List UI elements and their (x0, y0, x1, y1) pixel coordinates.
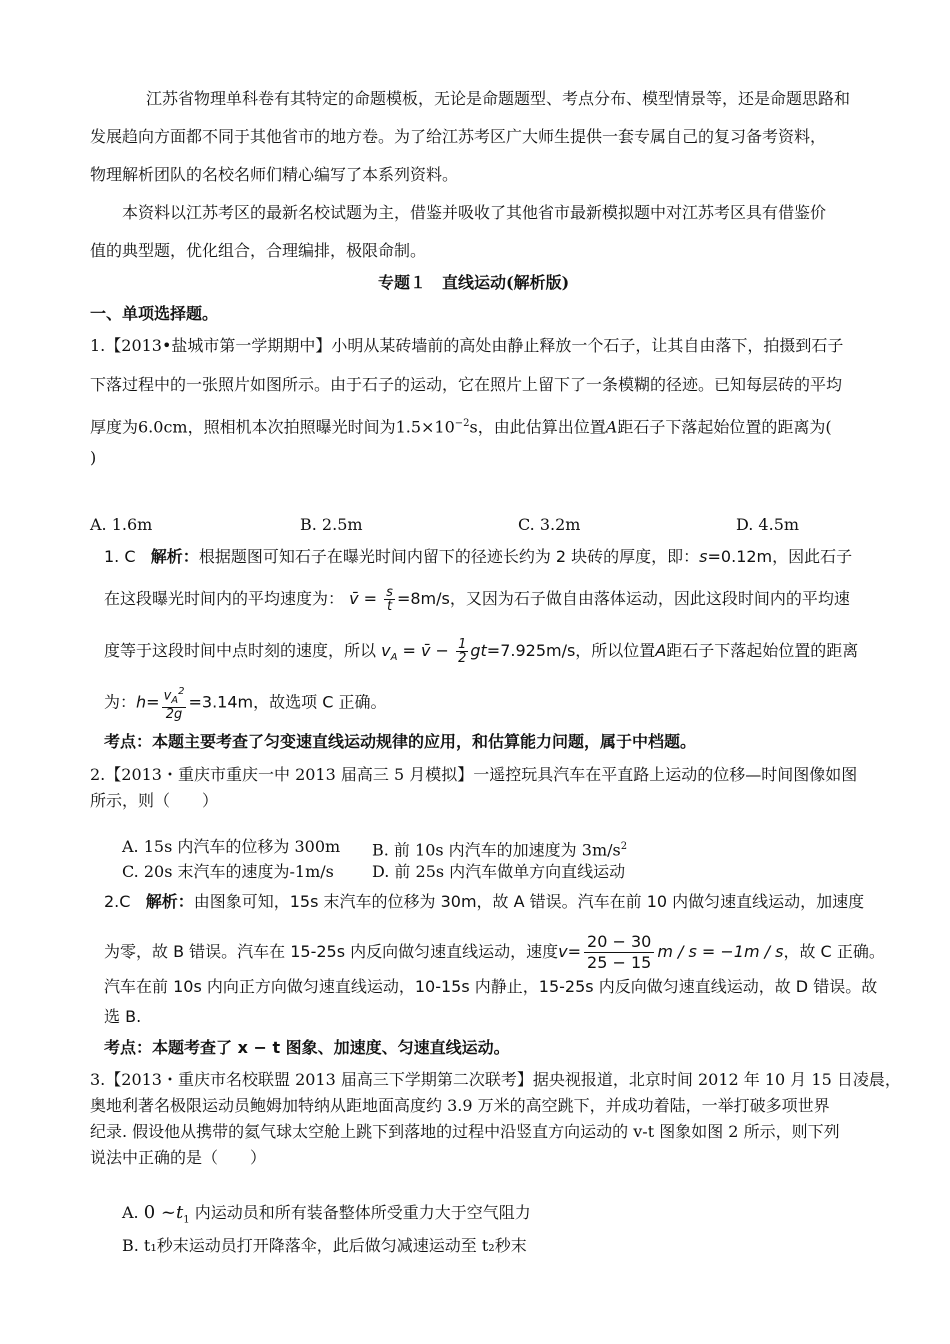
q2-answer-text: 为零，故 B 错误。汽车在 15-25s 内反向做匀速直线运动，速度 (104, 942, 559, 961)
q2-answer-text: ，故 C 正确。 (783, 942, 885, 961)
q1-kaodian (104, 731, 696, 753)
q2-kaodian (104, 1037, 510, 1059)
q2-formula-v: v (558, 942, 568, 961)
q3-option-a-math: 0 $\sim t_1$ (143, 1202, 190, 1226)
section-title: 一、单项选择题。 (90, 304, 219, 323)
q1-answer-text: 根据题图可知石子在曝光时间内留下的径迹长约为 2 块砖的厚度，即： (198, 547, 700, 566)
topic-title: 专题１ 直线运动(解析版) (378, 273, 570, 292)
q2-kaodian-label: 考点： (104, 1038, 153, 1057)
intro-line: 发展趋向方面都不同于其他省市的地方卷。为了给江苏考区广大师生提供一套专属自己的复习备考资料， (90, 127, 827, 146)
q1-stem-part: 厚度为6.0cm，照相机本次拍照曝光时间为1.5×10 (90, 417, 455, 437)
q3-option-a (122, 1202, 531, 1232)
intro-line: 物理解析团队的名校名师们精心编写了本系列资料。 (90, 165, 459, 184)
q1-point-a: A (655, 641, 667, 660)
q1-stem: 下落过程中的一张照片如图所示。由于石子的运动，它在照片上留下了一条模糊的径迹。已知每层砖的平均 (90, 375, 843, 394)
q1-stem: ) (90, 448, 97, 467)
q1-answer-text: =7.925m/s，所以位置 (486, 641, 656, 660)
q1-option-c: C. 3.2m (518, 515, 581, 534)
q2-option-b-exp: 2 (620, 841, 628, 852)
q2-answer: 为零，故 B 错误。汽车在 15-25s 内反向做匀速直线运动，速度v= $\frac{20 - 30}{25 - 15}$ m / s = −1m / s，故 C 正确。 (104, 932, 885, 972)
q1-formula-vbar: v̄ (349, 589, 359, 608)
q1-answer-text: 距石子下落起始位置的距离 (666, 641, 859, 660)
q2-formula-fraction (584, 932, 654, 973)
q2-stem: 2.【2013・重庆市重庆一中 2013 届高三 5 月模拟】一遥控玩具汽车在平直路上运动的位移—时间图像如图 (90, 765, 858, 784)
q1-answer-text: =8m/s，又因为石子做自由落体运动，因此这段时间内的平均速 (396, 589, 850, 608)
q1-formula-half: $\frac{1}{2}$ (458, 637, 467, 666)
intro-line: 江苏省物理单科卷有其特定的命题模板，无论是命题题型、考点分布、模型情景等，还是命题思路和 (146, 89, 851, 108)
intro-line: 值的典型题，优化组合，合理编排，极限命制。 (90, 241, 427, 260)
q1-stem (90, 413, 832, 438)
q1-answer-key: 1. C (104, 547, 136, 566)
q1-option-b: B. 2.5m (300, 515, 363, 534)
q2-fraction-numerator: 20 − 30 (584, 932, 654, 953)
q1-option-a: A. 1.6m (90, 515, 153, 534)
q2-answer: 选 B. (104, 1007, 142, 1026)
q1-answer-var: s (699, 547, 708, 566)
q1-option-d: D. 4.5m (736, 515, 800, 534)
q3-option-b: B. t₁秒末运动员打开降落伞，此后做匀减速运动至 t₂秒末 (122, 1236, 527, 1255)
q2-fraction-denominator: 25 − 15 (587, 953, 652, 972)
q2-answer-key: 2.C (104, 892, 131, 911)
q1-stem-part: s，由此估算出位置 (469, 417, 606, 437)
q1-point-a: A (605, 417, 618, 437)
q1-formula-va: $v_A$ = v̄ − (381, 641, 449, 664)
q1-answer-text: =0.12m，因此石子 (707, 547, 853, 566)
q1-answer-text: =3.14m，故选项 C 正确。 (188, 692, 387, 712)
q1-answer-text: 为： (104, 692, 137, 712)
q2-answer-label: 解析： (145, 892, 194, 911)
q3-option-a-label: A. (122, 1203, 139, 1222)
intro-line: 本资料以江苏考区的最新名校试题为主，借鉴并吸收了其他省市最新模拟题中对江苏考区具有借鉴价 (122, 203, 827, 222)
q1-stem-part: 距石子下落起始位置的距离为( (617, 417, 832, 437)
q1-answer (104, 638, 858, 669)
q1-exponent: −2 (454, 418, 470, 429)
q2-option-b-text: B. 前 10s 内汽车的加速度为 3m/s (372, 840, 621, 860)
q2-formula-unit: m / s = −1m / s (657, 942, 784, 961)
q3-option-a-text: 内运动员和所有装备整体所受重力大于空气阻力 (194, 1203, 531, 1222)
q2-option-c: C. 20s 末汽车的速度为-1m/s (122, 862, 334, 881)
q2-option-b (372, 836, 627, 861)
q1-stem: 1.【2013•盐城市第一学期期中】小明从某砖墙前的高处由静止释放一个石子，让其自由落下，拍摄到石子 (90, 336, 844, 355)
q1-answer-text: 在这段曝光时间内的平均速度为： (104, 589, 345, 608)
q2-stem: 所示，则（ ） (90, 791, 219, 810)
q1-formula-fraction: $\frac{v_A^2}{2g}$ (163, 686, 185, 722)
q1-kaodian-text: 本题主要考查了匀变速直线运动规律的应用，和估算能力问题，属于中档题。 (152, 732, 697, 751)
q3-stem: 纪录. 假设他从携带的氦气球太空舱上跳下到落地的过程中沿竖直方向运动的 v-t 图象如图 2 所示，则下列 (90, 1122, 840, 1141)
q1-kaodian-label: 考点： (104, 732, 153, 751)
q2-kaodian-text: 本题考查了 x − t 图象、加速度、匀速直线运动。 (152, 1038, 510, 1057)
q1-formula-h: h= (136, 692, 160, 712)
q2-option-d: D. 前 25s 内汽车做单方向直线运动 (372, 862, 626, 881)
q1-formula-gt: gt (470, 641, 487, 660)
q1-answer (104, 546, 852, 568)
q3-stem: 奥地利著名极限运动员鲍姆加特纳从距地面高度约 3.9 万米的高空跳下，并成功着陆，一举打破多项世界 (90, 1096, 830, 1115)
q2-answer-text: 由图象可知，15s 末汽车的位移为 30m，故 A 错误。汽车在前 10 内做匀速直线运动，加速度 (193, 892, 865, 911)
q1-answer-text: 度等于这段时间中点时刻的速度，所以 (104, 641, 377, 660)
q3-stem: 说法中正确的是（ ） (90, 1148, 267, 1167)
q1-answer (104, 685, 386, 721)
q3-stem: 3.【2013・重庆市名校联盟 2013 届高三下学期第二次联考】据央视报道，北京时间 2012 年 10 月 15 日凌晨， (90, 1070, 901, 1089)
q2-option-a: A. 15s 内汽车的位移为 300m (122, 837, 341, 856)
q1-answer: 在这段曝光时间内的平均速度为： v̄ = $\frac{s}{t}$ =8m/s，又因为石子做自由落体运动，因此这段时间内的平均速 (104, 585, 850, 614)
q1-formula-fraction: $\frac{s}{t}$ (386, 585, 393, 614)
q2-answer (104, 891, 864, 913)
q2-answer: 汽车在前 10s 内向正方向做匀速直线运动，10-15s 内静止，15-25s 内反向做匀速直线运动，故 D 错误。故 (104, 977, 878, 996)
q1-answer-label: 解析： (150, 547, 199, 566)
